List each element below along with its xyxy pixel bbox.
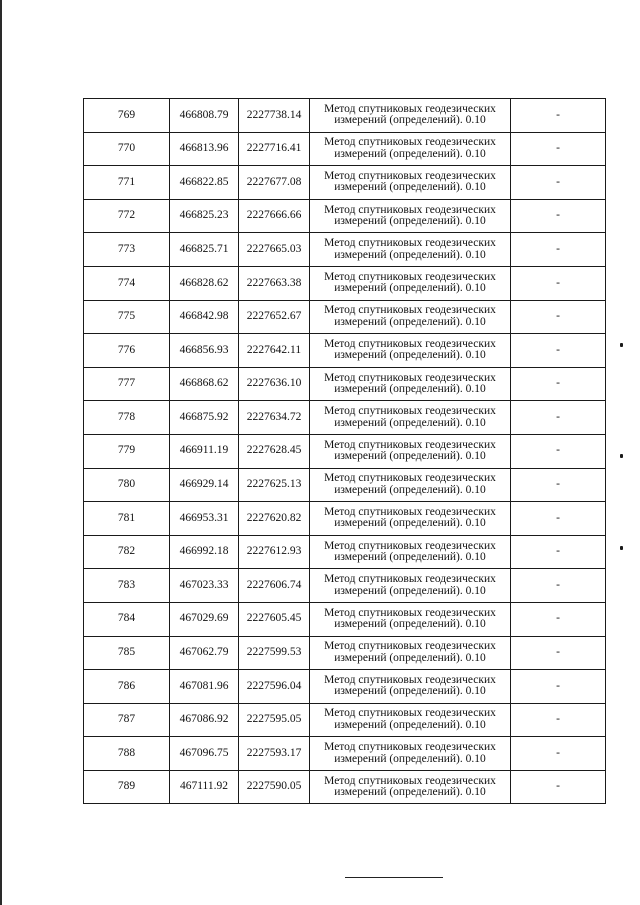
table-row [84,670,606,704]
method-cell [310,199,511,233]
x-coordinate-cell: 466992.18 [170,535,239,569]
method-text-line-1: Метод спутниковых геодезических [324,405,496,418]
table-row [84,434,606,468]
x-coordinate-cell: 466875.92 [170,401,239,435]
point-number-cell: 788 [84,737,170,771]
method-cell [310,636,511,670]
method-text-line-2: измерений (определений). 0.10 [334,584,486,597]
point-number-cell: 775 [84,300,170,334]
method-text-line-2: измерений (определений). 0.10 [334,786,486,799]
x-coordinate-cell: 466929.14 [170,468,239,502]
description-cell: - [511,737,606,771]
y-coordinate-cell: 2227652.67 [239,300,310,334]
scan-speck [620,343,623,347]
x-coordinate-cell: 466856.93 [170,334,239,368]
method-text-line-1: Метод спутниковых геодезических [324,169,496,182]
y-coordinate-cell: 2227590.05 [239,770,310,804]
method-text-line-1: Метод спутниковых геодезических [324,203,496,216]
point-number-cell: 784 [84,602,170,636]
method-text-line-1: Метод спутниковых геодезических [324,673,496,686]
method-text-line-2: измерений (определений). 0.10 [334,282,486,295]
point-number-cell: 773 [84,233,170,267]
point-number-cell: 771 [84,166,170,200]
method-text-line-2: измерений (определений). 0.10 [334,315,486,328]
method-text-line-1: Метод спутниковых геодезических [324,337,496,350]
y-coordinate-cell: 2227596.04 [239,670,310,704]
method-text-line-1: Метод спутниковых геодезических [324,774,496,787]
table-row [84,703,606,737]
method-text-line-1: Метод спутниковых геодезических [324,505,496,518]
x-coordinate-cell: 467111.92 [170,770,239,804]
method-text-line-2: измерений (определений). 0.10 [334,517,486,530]
table-row [84,737,606,771]
method-cell [310,602,511,636]
method-text-line-1: Метод спутниковых геодезических [324,102,496,115]
method-text-line-2: измерений (определений). 0.10 [334,483,486,496]
point-number-cell: 774 [84,266,170,300]
y-coordinate-cell: 2227636.10 [239,367,310,401]
table-row [84,233,606,267]
description-cell: - [511,266,606,300]
description-cell: - [511,770,606,804]
x-coordinate-cell: 467081.96 [170,670,239,704]
method-text-line-2: измерений (определений). 0.10 [334,248,486,261]
description-cell: - [511,199,606,233]
x-coordinate-cell: 467029.69 [170,602,239,636]
point-number-cell: 781 [84,502,170,536]
table-row [84,401,606,435]
x-coordinate-cell: 467096.75 [170,737,239,771]
method-text-line-2: измерений (определений). 0.10 [334,181,486,194]
point-number-cell: 782 [84,535,170,569]
point-number-cell: 778 [84,401,170,435]
method-cell [310,770,511,804]
point-number-cell: 769 [84,99,170,133]
point-number-cell: 785 [84,636,170,670]
method-cell [310,99,511,133]
method-cell [310,502,511,536]
x-coordinate-cell: 466868.62 [170,367,239,401]
method-text-line-1: Метод спутниковых геодезических [324,237,496,250]
point-number-cell: 772 [84,199,170,233]
description-cell: - [511,401,606,435]
y-coordinate-cell: 2227642.11 [239,334,310,368]
x-coordinate-cell: 466953.31 [170,502,239,536]
y-coordinate-cell: 2227620.82 [239,502,310,536]
method-cell [310,737,511,771]
table-row [84,636,606,670]
y-coordinate-cell: 2227625.13 [239,468,310,502]
method-text-line-2: измерений (определений). 0.10 [334,618,486,631]
y-coordinate-cell: 2227716.41 [239,132,310,166]
x-coordinate-cell: 466825.23 [170,199,239,233]
description-cell: - [511,166,606,200]
method-text-line-2: измерений (определений). 0.10 [334,551,486,564]
y-coordinate-cell: 2227628.45 [239,434,310,468]
y-coordinate-cell: 2227634.72 [239,401,310,435]
method-text-line-2: измерений (определений). 0.10 [334,147,486,160]
y-coordinate-cell: 2227605.45 [239,602,310,636]
method-text-line-1: Метод спутниковых геодезических [324,136,496,149]
x-coordinate-cell: 466828.62 [170,266,239,300]
y-coordinate-cell: 2227599.53 [239,636,310,670]
x-coordinate-cell: 466842.98 [170,300,239,334]
point-number-cell: 779 [84,434,170,468]
table-row [84,300,606,334]
method-text-line-1: Метод спутниковых геодезических [324,304,496,317]
coordinates-table [83,98,606,804]
description-cell: - [511,569,606,603]
description-cell: - [511,233,606,267]
method-cell [310,233,511,267]
method-text-line-2: измерений (определений). 0.10 [334,215,486,228]
point-number-cell: 777 [84,367,170,401]
method-text-line-2: измерений (определений). 0.10 [334,718,486,731]
method-text-line-1: Метод спутниковых геодезических [324,472,496,485]
method-text-line-2: измерений (определений). 0.10 [334,752,486,765]
table-row [84,602,606,636]
method-text-line-1: Метод спутниковых геодезических [324,707,496,720]
method-text-line-1: Метод спутниковых геодезических [324,741,496,754]
description-cell: - [511,670,606,704]
description-cell: - [511,132,606,166]
point-number-cell: 770 [84,132,170,166]
table-row [84,468,606,502]
method-cell [310,468,511,502]
table-row [84,199,606,233]
method-text-line-1: Метод спутниковых геодезических [324,640,496,653]
x-coordinate-cell: 466825.71 [170,233,239,267]
x-coordinate-cell: 466813.96 [170,132,239,166]
x-coordinate-cell: 466822.85 [170,166,239,200]
x-coordinate-cell: 467062.79 [170,636,239,670]
method-text-line-2: измерений (определений). 0.10 [334,114,486,127]
y-coordinate-cell: 2227606.74 [239,569,310,603]
description-cell: - [511,535,606,569]
x-coordinate-cell: 466808.79 [170,99,239,133]
table-row [84,266,606,300]
table-row [84,535,606,569]
y-coordinate-cell: 2227677.08 [239,166,310,200]
method-cell [310,670,511,704]
method-cell [310,703,511,737]
y-coordinate-cell: 2227666.66 [239,199,310,233]
method-cell [310,367,511,401]
description-cell: - [511,703,606,737]
description-cell: - [511,434,606,468]
method-text-line-1: Метод спутниковых геодезических [324,270,496,283]
method-text-line-1: Метод спутниковых геодезических [324,606,496,619]
method-cell [310,266,511,300]
description-cell: - [511,367,606,401]
method-text-line-2: измерений (определений). 0.10 [334,416,486,429]
description-cell: - [511,334,606,368]
footer-rule [345,877,443,878]
method-text-line-1: Метод спутниковых геодезических [324,371,496,384]
y-coordinate-cell: 2227663.38 [239,266,310,300]
method-text-line-1: Метод спутниковых геодезических [324,573,496,586]
y-coordinate-cell: 2227593.17 [239,737,310,771]
method-cell [310,132,511,166]
x-coordinate-cell: 466911.19 [170,434,239,468]
y-coordinate-cell: 2227612.93 [239,535,310,569]
point-number-cell: 789 [84,770,170,804]
scan-speck [620,546,623,550]
description-cell: - [511,502,606,536]
description-cell: - [511,636,606,670]
table-row [84,569,606,603]
point-number-cell: 783 [84,569,170,603]
table-row [84,166,606,200]
table-row [84,367,606,401]
method-cell [310,569,511,603]
point-number-cell: 780 [84,468,170,502]
table-row [84,502,606,536]
coordinates-table-body [84,99,606,804]
method-text-line-1: Метод спутниковых геодезических [324,539,496,552]
y-coordinate-cell: 2227595.05 [239,703,310,737]
scan-speck [620,454,623,458]
description-cell: - [511,99,606,133]
method-text-line-2: измерений (определений). 0.10 [334,383,486,396]
method-cell [310,166,511,200]
x-coordinate-cell: 467023.33 [170,569,239,603]
method-text-line-2: измерений (определений). 0.10 [334,450,486,463]
method-text-line-2: измерений (определений). 0.10 [334,685,486,698]
table-row [84,99,606,133]
method-cell [310,401,511,435]
description-cell: - [511,602,606,636]
method-cell [310,434,511,468]
point-number-cell: 786 [84,670,170,704]
point-number-cell: 787 [84,703,170,737]
method-text-line-2: измерений (определений). 0.10 [334,349,486,362]
method-cell [310,334,511,368]
table-row [84,770,606,804]
method-cell [310,535,511,569]
method-text-line-1: Метод спутниковых геодезических [324,438,496,451]
table-row [84,132,606,166]
scan-page-edge [0,0,2,905]
method-text-line-2: измерений (определений). 0.10 [334,651,486,664]
description-cell: - [511,300,606,334]
y-coordinate-cell: 2227738.14 [239,99,310,133]
table-row [84,334,606,368]
method-cell [310,300,511,334]
y-coordinate-cell: 2227665.03 [239,233,310,267]
description-cell: - [511,468,606,502]
point-number-cell: 776 [84,334,170,368]
x-coordinate-cell: 467086.92 [170,703,239,737]
